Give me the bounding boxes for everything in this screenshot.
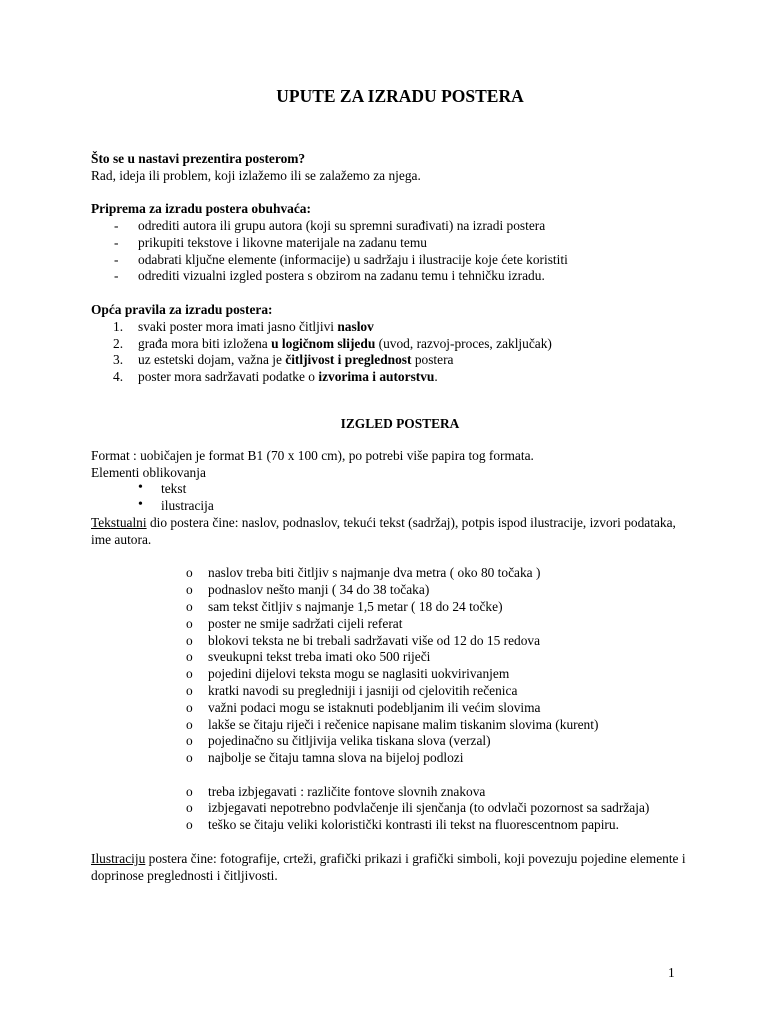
bullet-marker: •: [138, 497, 143, 513]
section-what-heading: Što se u nastavi prezentira posterom?: [91, 150, 306, 166]
preparation-list: [91, 218, 691, 285]
list-item: [91, 599, 691, 616]
list-item: [91, 750, 691, 767]
list-number: 3.: [113, 352, 124, 368]
list-item-text: poster ne smije sadržati cijeli referat: [208, 615, 403, 631]
list-number: 2.: [113, 335, 124, 351]
list-item-text: treba izbjegavati : različite fontove slovnih znakova: [208, 783, 486, 799]
list-item-text: odabrati ključne elemente (informacije) u sadržaju i ilustracije koje ćete koristiti: [138, 251, 568, 267]
avoid-list: [91, 784, 691, 834]
circle-marker: o: [186, 682, 193, 698]
circle-marker: o: [186, 598, 193, 614]
list-item: [91, 649, 691, 666]
rule-text: uz estetski dojam, važna je: [138, 352, 286, 368]
circle-marker: o: [186, 632, 193, 648]
list-item-text: lakše se čitaju riječi i rečenice napisane malim tiskanim slovima (kurent): [208, 716, 599, 732]
rule-emphasis: čitljivost i preglednost: [285, 352, 412, 368]
list-item-text: odrediti vizualni izgled postera s obzirom na zadanu temu i tehničku izradu.: [138, 268, 545, 284]
rules-list: [91, 319, 691, 386]
rule-emphasis: u logičnom slijedu: [271, 335, 376, 351]
list-item: [91, 235, 691, 252]
circle-marker: o: [186, 666, 193, 682]
section-look: [91, 448, 691, 885]
list-item: [91, 218, 691, 235]
list-item: [91, 336, 691, 353]
list-item-text: najbolje se čitaju tamna slova na bijeloj podlozi: [208, 750, 464, 766]
rule-emphasis: naslov: [337, 318, 374, 334]
bullet-marker: •: [138, 480, 143, 496]
dash-marker: -: [114, 234, 119, 250]
list-item: [91, 817, 691, 834]
list-item: [91, 369, 691, 386]
circle-marker: o: [186, 733, 193, 749]
list-item-text: podnaslov nešto manji ( 34 do 38 točaka): [208, 582, 430, 598]
list-item: [91, 616, 691, 633]
list-item: [91, 683, 691, 700]
section-rules-heading: Opća pravila za izradu postera:: [91, 301, 273, 317]
list-item-text: ilustracija: [161, 498, 214, 514]
list-item: [91, 800, 691, 817]
section-what-answer: Rad, ideja ili problem, koji izlažemo ili se zalažemo za njega.: [91, 167, 421, 183]
text-part-paragraph: [91, 515, 691, 549]
tips-list: [91, 565, 691, 767]
list-item-text: blokovi teksta ne bi trebali sadržavati više od 12 do 15 redova: [208, 632, 541, 648]
text-part-rest: dio postera čine: naslov, podnaslov, tekući tekst (sadržaj), potpis ispod ilustracije, izvori podataka, ime autora.: [91, 514, 676, 547]
illustration-rest: postera čine: fotografije, crteži, grafički prikazi i grafički simboli, koji povezuju pojedine elemente i doprinose preglednosti i čitljivosti.: [91, 850, 686, 883]
circle-marker: o: [186, 750, 193, 766]
dash-marker: -: [114, 217, 119, 233]
illustration-paragraph: [91, 851, 691, 885]
list-item-text: prikupiti tekstove i likovne materijale na zadanu temu: [138, 234, 427, 250]
list-item: [91, 498, 691, 515]
circle-marker: o: [186, 699, 193, 715]
section-rules: [91, 302, 691, 386]
illustration-word: Ilustraciju: [91, 850, 146, 866]
list-item: [91, 717, 691, 734]
circle-marker: o: [186, 615, 193, 631]
rule-text: svaki poster mora imati jasno čitljivi: [138, 318, 338, 334]
list-item-text: sam tekst čitljiv s najmanje 1,5 metar ( 18 do 24 točke): [208, 598, 503, 614]
elements-list: [91, 481, 691, 515]
section-preparation: [91, 201, 691, 285]
rule-emphasis: izvorima i autorstvu: [318, 369, 435, 385]
list-number: 4.: [113, 369, 124, 385]
document-title: UPUTE ZA IZRADU POSTERA: [276, 86, 524, 106]
list-item: [91, 319, 691, 336]
list-item: [91, 666, 691, 683]
circle-marker: o: [186, 582, 193, 598]
list-item: [91, 700, 691, 717]
list-item: [91, 252, 691, 269]
list-item: [91, 565, 691, 582]
circle-marker: o: [186, 800, 193, 816]
rule-text: građa mora biti izložena: [138, 335, 272, 351]
circle-marker: o: [186, 783, 193, 799]
list-item: [91, 481, 691, 498]
rule-text-tail: postera: [411, 352, 454, 368]
dash-marker: -: [114, 268, 119, 284]
text-part-word: Tekstualni: [91, 514, 147, 530]
rule-text-tail: .: [434, 369, 438, 385]
list-item: [91, 633, 691, 650]
list-item: [91, 352, 691, 369]
list-item-text: naslov treba biti čitljiv s najmanje dva metra ( oko 80 točaka ): [208, 565, 541, 581]
list-item-text: kratki navodi su pregledniji i jasniji od cjelovitih rečenica: [208, 682, 518, 698]
list-item-text: pojedinačno su čitljivija velika tiskana slova (verzal): [208, 733, 491, 749]
dash-marker: -: [114, 251, 119, 267]
page-number: 1: [668, 965, 675, 980]
list-item: [91, 582, 691, 599]
list-item-text: odrediti autora ili grupu autora (koji su spremni surađivati) na izradi postera: [138, 217, 546, 233]
list-item-text: pojedini dijelovi teksta mogu se naglasiti uokvirivanjem: [208, 666, 510, 682]
list-item-text: sveukupni tekst treba imati oko 500 riječi: [208, 649, 431, 665]
section-look-heading: IZGLED POSTERA: [340, 415, 460, 431]
circle-marker: o: [186, 649, 193, 665]
section-preparation-heading: Priprema za izradu postera obuhvaća:: [91, 201, 311, 217]
list-item-text: teško se čitaju veliki koloristički kontrasti ili tekst na fluorescentnom papiru.: [208, 817, 619, 833]
list-item: [91, 784, 691, 801]
list-item: [91, 268, 691, 285]
elements-label: Elementi oblikovanja: [91, 464, 206, 480]
circle-marker: o: [186, 817, 193, 833]
list-number: 1.: [113, 318, 124, 334]
list-item-text: važni podaci mogu se istaknuti podebljanim ili većim slovima: [208, 699, 541, 715]
section-what: [91, 151, 691, 185]
list-item: [91, 733, 691, 750]
circle-marker: o: [186, 565, 193, 581]
list-item-text: tekst: [161, 481, 187, 497]
circle-marker: o: [186, 716, 193, 732]
rule-text: poster mora sadržavati podatke o: [138, 369, 319, 385]
list-item-text: izbjegavati nepotrebno podvlačenje ili sjenčanja (to odvlači pozornost sa sadržaja): [208, 800, 650, 816]
format-line: Format : uobičajen je format B1 (70 x 100 cm), po potrebi više papira tog formata.: [91, 447, 534, 463]
rule-text-tail: (uvod, razvoj-proces, zaključak): [375, 335, 552, 351]
document-page: [91, 88, 691, 884]
